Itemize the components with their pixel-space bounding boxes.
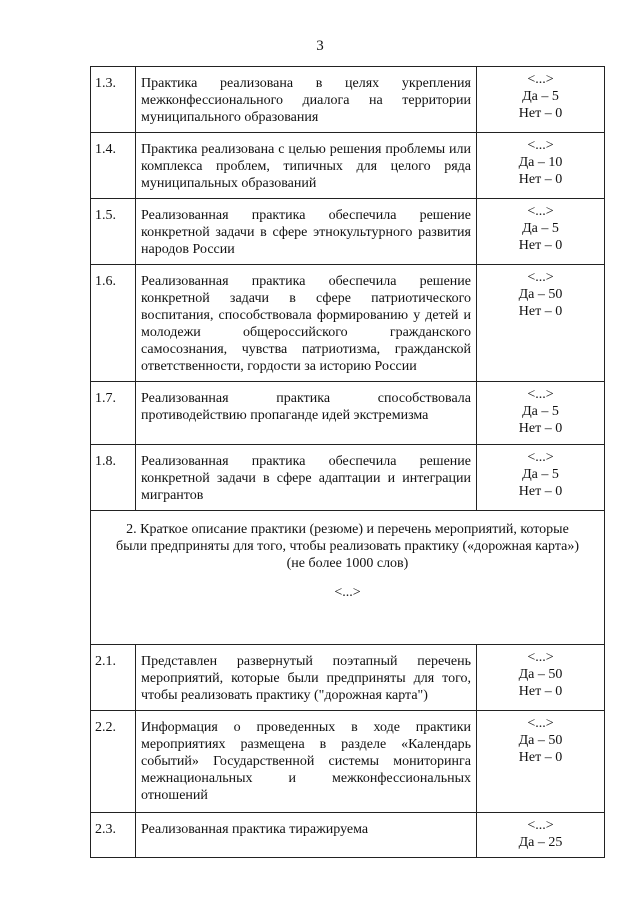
row-number: 2.2.	[91, 711, 136, 813]
table-row	[91, 199, 605, 265]
table-row	[91, 645, 605, 711]
score-line: Да – 25	[518, 835, 563, 850]
row-number: 2.3.	[91, 813, 136, 858]
score-cell	[477, 67, 605, 133]
section-2-row	[91, 511, 605, 645]
score-cell	[477, 199, 605, 265]
score-line: <...>	[527, 270, 554, 285]
score-line: Да – 5	[522, 89, 559, 104]
table-row	[91, 67, 605, 133]
table-row	[91, 133, 605, 199]
score-line: <...>	[527, 650, 554, 665]
score-cell	[477, 133, 605, 199]
criterion-text: Реализованная практика обеспечила решение конкретной задачи в сфере этнокультурного развития народов России	[136, 199, 477, 265]
score-line: Нет – 0	[518, 684, 563, 699]
score-line: Нет – 0	[518, 172, 563, 187]
section-2-placeholder: <...>	[334, 585, 361, 600]
score-line: Да – 5	[522, 404, 559, 419]
score-line: <...>	[527, 818, 554, 833]
score-line: <...>	[527, 72, 554, 87]
score-line: Да – 5	[522, 467, 559, 482]
table-row	[91, 382, 605, 445]
score-line: Нет – 0	[518, 750, 563, 765]
row-number: 1.8.	[91, 445, 136, 511]
row-number: 1.5.	[91, 199, 136, 265]
score-line: Да – 50	[518, 287, 563, 302]
score-line: <...>	[527, 450, 554, 465]
score-line: Нет – 0	[518, 106, 563, 121]
score-line: <...>	[527, 204, 554, 219]
score-line: Нет – 0	[518, 238, 563, 253]
score-cell	[477, 382, 605, 445]
score-line: <...>	[527, 138, 554, 153]
score-line: Нет – 0	[518, 304, 563, 319]
score-line: Нет – 0	[518, 421, 563, 436]
row-number: 1.3.	[91, 67, 136, 133]
criterion-text: Реализованная практика обеспечила решение конкретной задачи в сфере адаптации и интеграции мигрантов	[136, 445, 477, 511]
score-cell	[477, 445, 605, 511]
criterion-text: Реализованная практика способствовала противодействию пропаганде идей экстремизма	[136, 382, 477, 445]
criterion-text: Практика реализована с целью решения проблемы или комплекса проблем, типичных для целого ряда муниципальных образований	[136, 133, 477, 199]
row-number: 1.4.	[91, 133, 136, 199]
score-line: Да – 10	[518, 155, 563, 170]
score-cell	[477, 265, 605, 382]
table-row	[91, 711, 605, 813]
table-row	[91, 813, 605, 858]
table-row	[91, 265, 605, 382]
score-cell	[477, 711, 605, 813]
score-line: <...>	[527, 387, 554, 402]
criterion-text: Представлен развернутый поэтапный перечень мероприятий, которые были предприняты для того, чтобы реализовать практику ("дорожная карта")	[136, 645, 477, 711]
criterion-text: Реализованная практика обеспечила решение конкретной задачи в сфере патриотического воспитания, способствовала формированию у детей и молодежи общероссийского гражданского самосознания, чувства патриотизма, гражданской ответственности, гордости за историю России	[136, 265, 477, 382]
page-number: 3	[316, 38, 324, 54]
score-cell	[477, 813, 605, 858]
score-line: Да – 5	[522, 221, 559, 236]
section-2-cell	[91, 511, 605, 645]
section-2-title: 2. Краткое описание практики (резюме) и перечень мероприятий, которые были предприняты для того, чтобы реализовать практику («дорожная карта») (не более 1000 слов)	[116, 522, 579, 571]
score-line: Нет – 0	[518, 484, 563, 499]
row-number: 2.1.	[91, 645, 136, 711]
score-line: Да – 50	[518, 667, 563, 682]
score-line: <...>	[527, 716, 554, 731]
criterion-text: Практика реализована в целях укрепления межконфессионального диалога на территории муниципального образования	[136, 67, 477, 133]
table-row	[91, 445, 605, 511]
score-line: Да – 50	[518, 733, 563, 748]
criterion-text: Реализованная практика тиражируема	[136, 813, 477, 858]
row-number: 1.6.	[91, 265, 136, 382]
row-number: 1.7.	[91, 382, 136, 445]
criteria-table	[90, 66, 605, 858]
criterion-text: Информация о проведенных в ходе практики мероприятиях размещена в разделе «Календарь событий» Государственной системы мониторинга межнациональных и межконфессиональных отношений	[136, 711, 477, 813]
score-cell	[477, 645, 605, 711]
